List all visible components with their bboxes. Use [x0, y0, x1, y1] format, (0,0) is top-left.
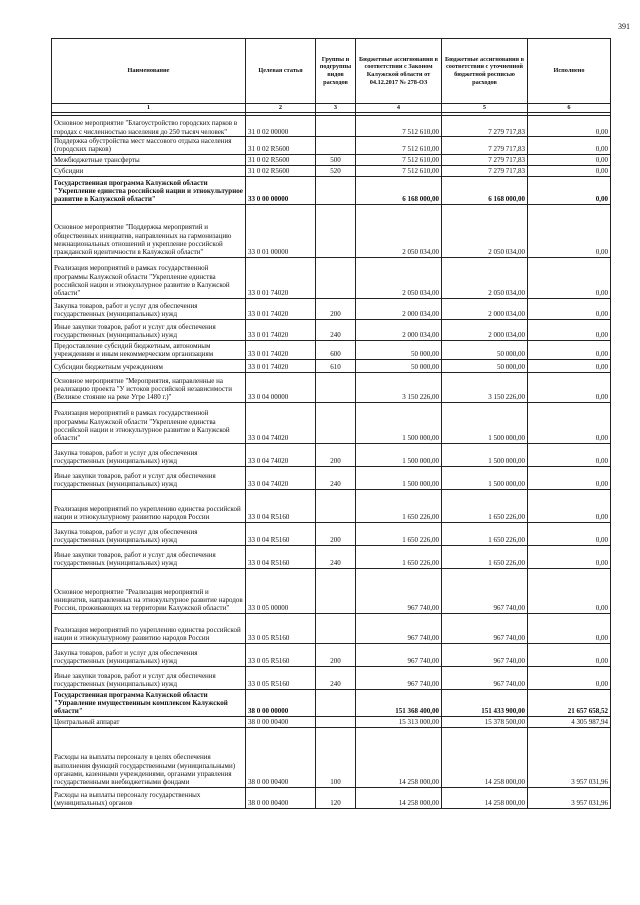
row-executed-amount: 0,00 [528, 359, 611, 372]
table-row [52, 545, 611, 568]
row-target-code: 31 0 02 R5600 [246, 165, 316, 176]
row-target-code: 33 0 01 74020 [246, 340, 316, 359]
row-target-code: 33 0 04 R5160 [246, 522, 316, 545]
row-executed-amount: 4 305 987,94 [528, 716, 611, 727]
row-name: Государственная программа Калужской области "Укрепление единства российской нации и этнокультурное развитие в Калужской области" [52, 176, 246, 204]
row-expense-group: 240 [316, 666, 356, 689]
header-col-number: 4 [356, 104, 442, 113]
row-updated-amount: 967 740,00 [442, 613, 528, 643]
row-name: Реализация мероприятий в рамках государственной программы Калужской области "Укрепление единства российской нации и этнокультурное развитие в Калужской области" [52, 402, 246, 443]
table-row [52, 257, 611, 298]
row-name: Закупка товаров, работ и услуг для обеспечения государственных (муниципальных) нужд [52, 443, 246, 466]
row-executed-amount: 0,00 [528, 372, 611, 402]
row-name: Закупка товаров, работ и услуг для обеспечения государственных (муниципальных) нужд [52, 522, 246, 545]
row-expense-group: 120 [316, 787, 356, 808]
row-target-code: 33 0 04 R5160 [246, 489, 316, 522]
table-row [52, 402, 611, 443]
table-row [52, 489, 611, 522]
header-code: Целевая статья [246, 39, 316, 104]
row-law-amount: 1 500 000,00 [356, 443, 442, 466]
row-name: Субсидии [52, 165, 246, 176]
row-name: Поддержка обустройства мест массового отдыха населения (городских парков) [52, 137, 246, 155]
row-executed-amount: 3 957 031,96 [528, 787, 611, 808]
row-executed-amount: 3 957 031,96 [528, 727, 611, 787]
row-name: Иные закупки товаров, работ и услуг для обеспечения государственных (муниципальных) нужд [52, 545, 246, 568]
row-law-amount: 1 650 226,00 [356, 545, 442, 568]
row-law-amount: 2 050 034,00 [356, 204, 442, 257]
row-law-amount: 1 650 226,00 [356, 489, 442, 522]
row-executed-amount: 0,00 [528, 466, 611, 489]
row-name: Государственная программа Калужской области "Управление имущественным комплексом Калужской области" [52, 689, 246, 716]
row-expense-group: 600 [316, 340, 356, 359]
row-law-amount: 967 740,00 [356, 613, 442, 643]
row-name: Иные закупки товаров, работ и услуг для обеспечения государственных (муниципальных) нужд [52, 466, 246, 489]
row-expense-group: 240 [316, 319, 356, 340]
row-target-code: 33 0 05 R5160 [246, 666, 316, 689]
row-expense-group [316, 613, 356, 643]
row-updated-amount: 151 433 900,00 [442, 689, 528, 716]
row-updated-amount: 14 258 000,00 [442, 787, 528, 808]
row-updated-amount: 1 500 000,00 [442, 402, 528, 443]
row-updated-amount: 2 000 034,00 [442, 319, 528, 340]
row-updated-amount: 1 500 000,00 [442, 466, 528, 489]
row-law-amount: 50 000,00 [356, 340, 442, 359]
row-law-amount: 1 500 000,00 [356, 466, 442, 489]
row-expense-group [316, 402, 356, 443]
row-expense-group [316, 137, 356, 155]
row-executed-amount: 0,00 [528, 137, 611, 155]
row-executed-amount: 0,00 [528, 176, 611, 204]
row-expense-group: 520 [316, 165, 356, 176]
row-name: Субсидии бюджетным учреждениям [52, 359, 246, 372]
row-law-amount: 14 258 000,00 [356, 787, 442, 808]
row-name: Основное мероприятие "Реализация мероприятий и инициатив, направленных на этнокультурное развитие народов России, проживающих на территории Калужской области" [52, 568, 246, 613]
header-col-number: 5 [442, 104, 528, 113]
row-law-amount: 1 500 000,00 [356, 402, 442, 443]
table-row [52, 359, 611, 372]
row-updated-amount: 14 258 000,00 [442, 727, 528, 787]
row-law-amount: 967 740,00 [356, 568, 442, 613]
row-executed-amount: 0,00 [528, 257, 611, 298]
row-expense-group: 240 [316, 545, 356, 568]
table-row [52, 137, 611, 155]
table-row [52, 613, 611, 643]
row-updated-amount: 2 050 034,00 [442, 204, 528, 257]
row-updated-amount: 7 279 717,83 [442, 165, 528, 176]
row-executed-amount: 0,00 [528, 154, 611, 165]
row-updated-amount: 7 279 717,83 [442, 137, 528, 155]
row-law-amount: 7 512 610,00 [356, 165, 442, 176]
row-updated-amount: 1 650 226,00 [442, 489, 528, 522]
row-expense-group [316, 372, 356, 402]
row-target-code: 33 0 04 00000 [246, 372, 316, 402]
row-expense-group [316, 689, 356, 716]
row-law-amount: 151 368 400,00 [356, 689, 442, 716]
header-col-number: 1 [52, 104, 246, 113]
row-name: Основное мероприятие "Мероприятия, направленные на реализацию проекта "У истоков российской независимости (Великое стояние на реке Угре 1480 г.)" [52, 372, 246, 402]
row-law-amount: 2 000 034,00 [356, 298, 442, 319]
page-number: 391 [618, 22, 630, 31]
row-updated-amount: 1 500 000,00 [442, 443, 528, 466]
row-updated-amount: 967 740,00 [442, 643, 528, 666]
row-updated-amount: 50 000,00 [442, 340, 528, 359]
row-expense-group: 240 [316, 466, 356, 489]
row-updated-amount: 2 050 034,00 [442, 257, 528, 298]
row-law-amount: 2 000 034,00 [356, 319, 442, 340]
row-updated-amount: 967 740,00 [442, 568, 528, 613]
row-law-amount: 6 168 000,00 [356, 176, 442, 204]
header-col-number: 6 [528, 104, 611, 113]
row-name: Центральный аппарат [52, 716, 246, 727]
budget-table [51, 38, 611, 809]
table-row [52, 787, 611, 808]
row-executed-amount: 0,00 [528, 298, 611, 319]
row-expense-group: 200 [316, 643, 356, 666]
table-row [52, 319, 611, 340]
table-row [52, 340, 611, 359]
row-name: Реализация мероприятий в рамках государственной программы Калужской области "Укрепление единства российской нации и этнокультурное развитие в Калужской области" [52, 257, 246, 298]
row-expense-group [316, 489, 356, 522]
row-law-amount: 50 000,00 [356, 359, 442, 372]
header-col-number: 3 [316, 104, 356, 113]
row-target-code: 33 0 04 74020 [246, 466, 316, 489]
row-executed-amount: 0,00 [528, 319, 611, 340]
row-updated-amount: 1 650 226,00 [442, 545, 528, 568]
row-expense-group: 200 [316, 522, 356, 545]
row-updated-amount: 6 168 000,00 [442, 176, 528, 204]
table-row [52, 298, 611, 319]
row-target-code: 33 0 01 00000 [246, 204, 316, 257]
row-law-amount: 1 650 226,00 [356, 522, 442, 545]
row-name: Расходы на выплаты персоналу государственных (муниципальных) органов [52, 787, 246, 808]
row-target-code: 33 0 01 74020 [246, 359, 316, 372]
row-law-amount: 967 740,00 [356, 643, 442, 666]
row-expense-group [316, 204, 356, 257]
table-row [52, 643, 611, 666]
row-name: Реализация мероприятий по укреплению единства российской нации и этнокультурному развитию народов России [52, 613, 246, 643]
row-target-code: 33 0 05 R5160 [246, 613, 316, 643]
table-row [52, 154, 611, 165]
row-executed-amount: 0,00 [528, 402, 611, 443]
row-target-code: 38 0 00 00000 [246, 689, 316, 716]
table-row [52, 116, 611, 137]
row-target-code: 33 0 04 R5160 [246, 545, 316, 568]
row-target-code: 38 0 00 00400 [246, 716, 316, 727]
row-updated-amount: 15 378 500,00 [442, 716, 528, 727]
row-target-code: 33 0 04 74020 [246, 443, 316, 466]
table-row [52, 689, 611, 716]
row-target-code: 33 0 05 00000 [246, 568, 316, 613]
row-expense-group: 500 [316, 154, 356, 165]
row-expense-group [316, 716, 356, 727]
row-executed-amount: 0,00 [528, 545, 611, 568]
row-law-amount: 2 050 034,00 [356, 257, 442, 298]
row-executed-amount: 0,00 [528, 489, 611, 522]
row-name: Иные закупки товаров, работ и услуг для обеспечения государственных (муниципальных) нужд [52, 666, 246, 689]
row-target-code: 33 0 05 R5160 [246, 643, 316, 666]
table-row [52, 466, 611, 489]
header-name: Наименование [52, 39, 246, 104]
row-executed-amount: 0,00 [528, 340, 611, 359]
row-name: Основное мероприятие "Поддержка мероприятий и общественных инициатив, направленных на гармонизацию межнациональных отношений и укрепление российской гражданской идентичности в Калужской области" [52, 204, 246, 257]
row-executed-amount: 0,00 [528, 204, 611, 257]
row-expense-group: 200 [316, 298, 356, 319]
table-row [52, 165, 611, 176]
row-executed-amount: 0,00 [528, 666, 611, 689]
row-expense-group [316, 176, 356, 204]
row-updated-amount: 7 279 717,83 [442, 154, 528, 165]
row-name: Закупка товаров, работ и услуг для обеспечения государственных (муниципальных) нужд [52, 298, 246, 319]
table-row [52, 522, 611, 545]
row-law-amount: 14 258 000,00 [356, 727, 442, 787]
row-expense-group: 200 [316, 443, 356, 466]
row-executed-amount: 0,00 [528, 613, 611, 643]
row-target-code: 31 0 02 R5600 [246, 154, 316, 165]
table-row [52, 372, 611, 402]
row-law-amount: 7 512 610,00 [356, 116, 442, 137]
row-target-code: 31 0 02 00000 [246, 116, 316, 137]
row-updated-amount: 967 740,00 [442, 666, 528, 689]
row-law-amount: 7 512 610,00 [356, 154, 442, 165]
row-target-code: 33 0 01 74020 [246, 257, 316, 298]
table-row [52, 666, 611, 689]
table-row [52, 716, 611, 727]
row-executed-amount: 0,00 [528, 116, 611, 137]
row-target-code: 38 0 00 00400 [246, 787, 316, 808]
row-updated-amount: 1 650 226,00 [442, 522, 528, 545]
row-updated-amount: 2 000 034,00 [442, 298, 528, 319]
row-name: Предоставление субсидий бюджетным, автономным учреждениям и иным некоммерческим организациям [52, 340, 246, 359]
row-executed-amount: 0,00 [528, 443, 611, 466]
row-name: Закупка товаров, работ и услуг для обеспечения государственных (муниципальных) нужд [52, 643, 246, 666]
row-law-amount: 15 313 000,00 [356, 716, 442, 727]
row-target-code: 31 0 02 R5600 [246, 137, 316, 155]
row-target-code: 33 0 01 74020 [246, 298, 316, 319]
row-target-code: 38 0 00 00400 [246, 727, 316, 787]
row-name: Межбюджетные трансферты [52, 154, 246, 165]
row-updated-amount: 3 150 226,00 [442, 372, 528, 402]
row-executed-amount: 0,00 [528, 568, 611, 613]
row-target-code: 33 0 04 74020 [246, 402, 316, 443]
row-executed-amount: 0,00 [528, 522, 611, 545]
row-executed-amount: 0,00 [528, 165, 611, 176]
row-target-code: 33 0 01 74020 [246, 319, 316, 340]
row-expense-group: 610 [316, 359, 356, 372]
row-expense-group [316, 257, 356, 298]
row-updated-amount: 7 279 717,83 [442, 116, 528, 137]
row-expense-group [316, 568, 356, 613]
row-law-amount: 7 512 610,00 [356, 137, 442, 155]
row-expense-group: 100 [316, 727, 356, 787]
table-row [52, 443, 611, 466]
row-target-code: 33 0 00 00000 [246, 176, 316, 204]
header-law-allocations: Бюджетные ассигнования в соответствии с Законом Калужской области от 04.12.2017 № 278-ОЗ [356, 39, 442, 104]
row-law-amount: 967 740,00 [356, 666, 442, 689]
table-row [52, 727, 611, 787]
table-body [52, 113, 611, 809]
row-name: Иные закупки товаров, работ и услуг для обеспечения государственных (муниципальных) нужд [52, 319, 246, 340]
row-updated-amount: 50 000,00 [442, 359, 528, 372]
row-expense-group [316, 116, 356, 137]
table-row [52, 176, 611, 204]
header-executed: Исполнено [528, 39, 611, 104]
table-row [52, 568, 611, 613]
row-executed-amount: 21 657 658,52 [528, 689, 611, 716]
row-law-amount: 3 150 226,00 [356, 372, 442, 402]
header-updated-allocations: Бюджетные ассигнования в соответствии с уточненной бюджетной росписью расходов [442, 39, 528, 104]
row-name: Реализация мероприятий по укреплению единства российской нации и этнокультурному развитию народов России [52, 489, 246, 522]
row-executed-amount: 0,00 [528, 643, 611, 666]
header-groups: Группы и подгруппы видов расходов [316, 39, 356, 104]
row-name: Основное мероприятие "Благоустройство городских парков в городах с численностью населения до 250 тысяч человек" [52, 116, 246, 137]
header-col-number: 2 [246, 104, 316, 113]
table-row [52, 204, 611, 257]
row-name: Расходы на выплаты персоналу в целях обеспечения выполнения функций государственными (муниципальными) органами, казенными учреждениями, органами управления государственными внебюджетными фондами [52, 727, 246, 787]
